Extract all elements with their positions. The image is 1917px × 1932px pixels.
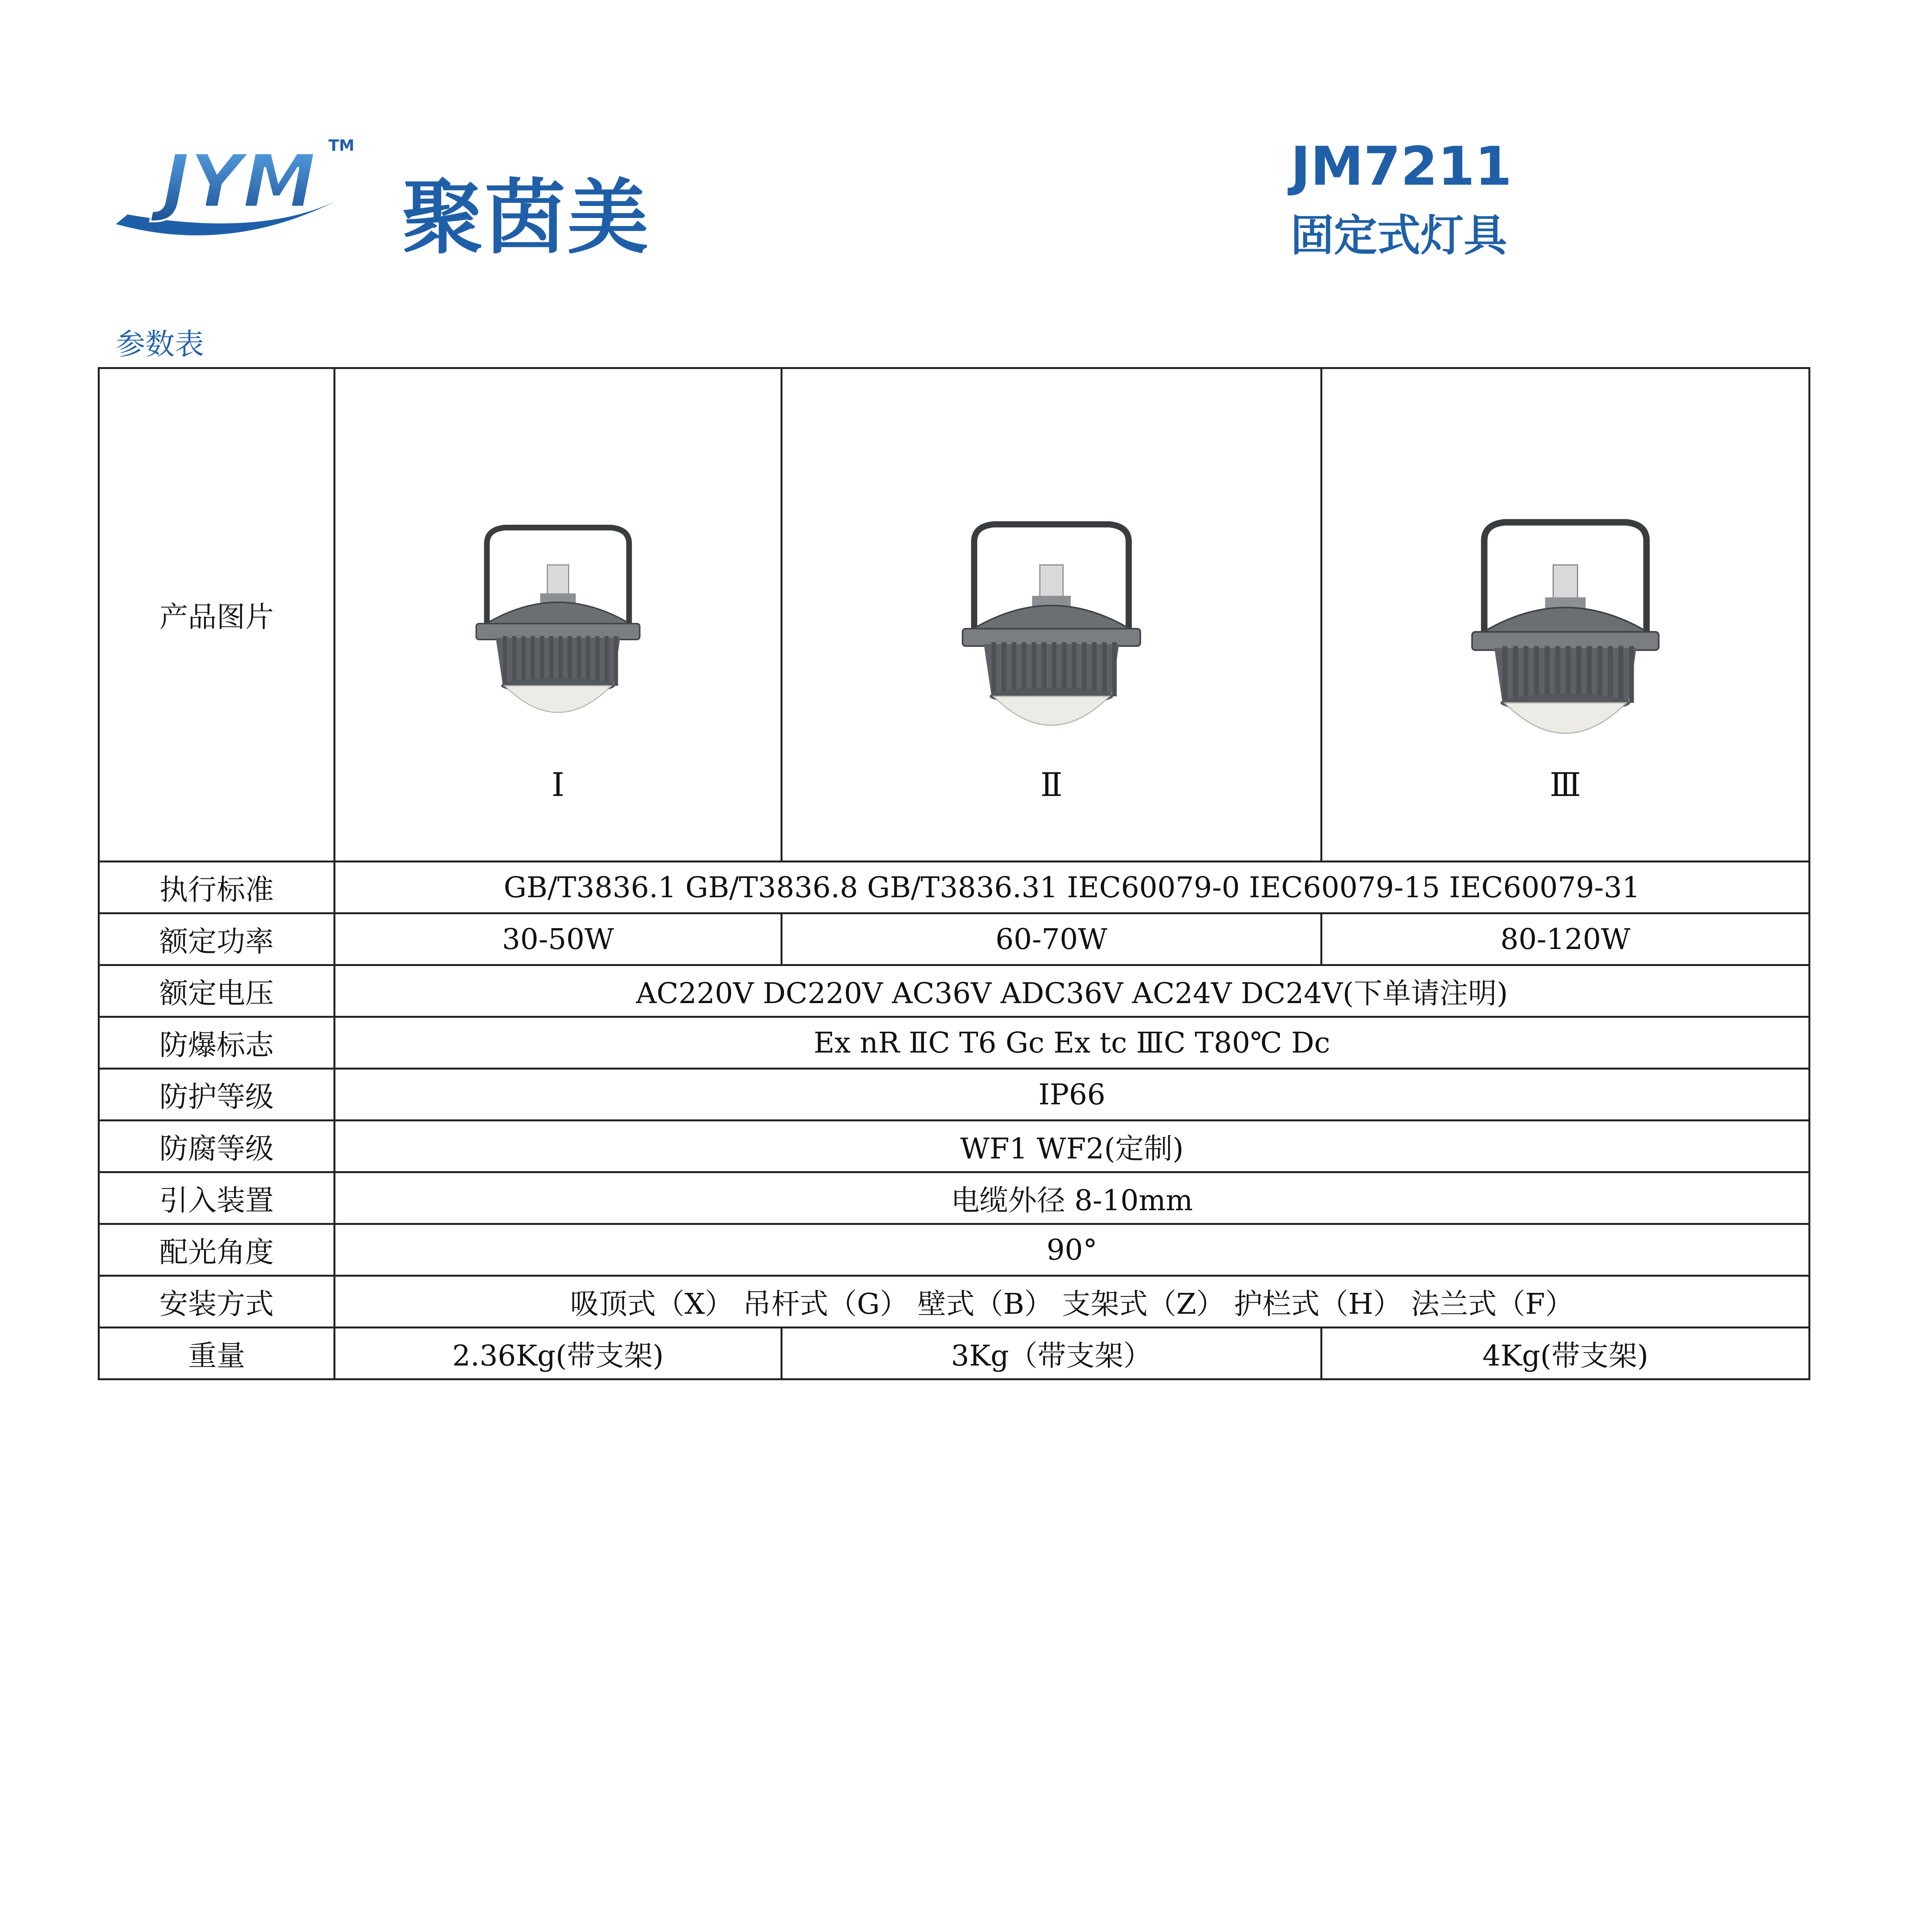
row-label: 安装方式 (99, 1276, 335, 1328)
row-value: 2.36Kg(带支架) (335, 1328, 782, 1379)
row-label: 引入装置 (99, 1172, 335, 1224)
row-corrosion (99, 1121, 1810, 1172)
row-value: 90° (335, 1224, 1810, 1276)
row-value: 30-50W (335, 913, 782, 965)
product-variant-3 (1322, 368, 1810, 862)
row-value: 80-120W (1322, 913, 1810, 965)
logo-letters: JYM (162, 139, 316, 224)
row-value: 4Kg(带支架) (1322, 1328, 1810, 1379)
spec-table (98, 367, 1810, 1380)
variant-label: Ⅱ (1040, 766, 1063, 804)
row-label: 额定电压 (99, 965, 335, 1017)
row-standard (99, 862, 1810, 913)
row-voltage (99, 965, 1810, 1017)
row-label: 重量 (99, 1328, 335, 1379)
row-value: IP66 (335, 1069, 1810, 1121)
row-mounting (99, 1276, 1810, 1328)
trademark-symbol: TM (328, 137, 355, 155)
row-value: 60-70W (782, 913, 1322, 965)
row-value: 吸顶式（X） 吊杆式（G） 壁式（B） 支架式（Z） 护栏式（H） 法兰式（F） (335, 1276, 1810, 1328)
row-ex-marking (99, 1017, 1810, 1069)
row-label: 产品图片 (99, 368, 335, 862)
model-name: 固定式灯具 (1291, 211, 1507, 261)
row-cable-entry (99, 1172, 1810, 1224)
lamp-image-3 (1430, 426, 1701, 758)
row-value: WF1 WF2(定制) (335, 1121, 1810, 1172)
row-ip-rating (99, 1069, 1810, 1121)
row-weight (99, 1328, 1810, 1379)
row-label: 执行标准 (99, 862, 335, 913)
variant-label: Ⅰ (551, 766, 565, 804)
row-value: 3Kg（带支架） (782, 1328, 1322, 1379)
row-value: GB/T3836.1 GB/T3836.8 GB/T3836.31 IEC60079-0 IEC60079-15 IEC60079-31 (335, 862, 1810, 913)
model-code: JM7211 (1291, 135, 1512, 197)
lamp-image-1 (423, 426, 693, 758)
row-beam-angle (99, 1224, 1810, 1276)
product-variant-1 (335, 368, 782, 862)
row-value: Ex nR ⅡC T6 Gc Ex tc ⅢC T80℃ Dc (335, 1017, 1810, 1069)
row-label: 防爆标志 (99, 1017, 335, 1069)
section-title: 参数表 (116, 327, 204, 361)
product-variant-2 (782, 368, 1322, 862)
row-power (99, 913, 1810, 965)
row-label: 额定功率 (99, 913, 335, 965)
variant-label: Ⅲ (1550, 766, 1581, 804)
product-image-row (99, 368, 1810, 862)
row-value: AC220V DC220V AC36V ADC36V AC24V DC24V(下单请注明) (335, 965, 1810, 1017)
row-label: 防护等级 (99, 1069, 335, 1121)
lamp-image-2 (916, 426, 1187, 758)
row-value: 电缆外径 8-10mm (335, 1172, 1810, 1224)
row-label: 防腐等级 (99, 1121, 335, 1172)
brand-name: 聚茵美 (402, 170, 650, 265)
row-label: 配光角度 (99, 1224, 335, 1276)
